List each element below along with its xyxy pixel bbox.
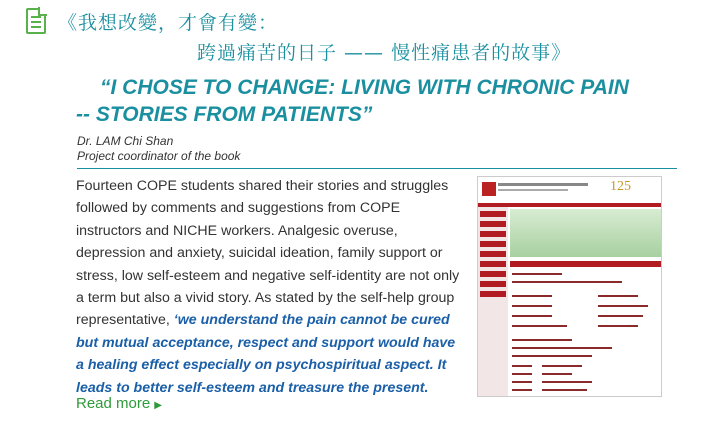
title-english-line1: “I CHOSE TO CHANGE: LIVING WITH CHRONIC PAIN [100, 76, 629, 99]
title-chinese-line2: 跨過痛苦的日子 —— 慢性痛患者的故事》 [197, 42, 572, 64]
read-more-link[interactable] [76, 395, 162, 412]
thumb-header [478, 177, 661, 205]
thumb-sidebar [478, 207, 508, 397]
body-text: Fourteen COPE students shared their stories and struggles followed by comments and suggestions from COPE instructors and NICHE workers. Analgesic overuse, depression and anxiety, suicidal ideation, family support or stress, low self-esteem and negative self-identity are not only a term but also a vivid story. As stated by the self-help group representative, [76, 178, 460, 329]
author-role: Project coordinator of the book [77, 149, 241, 163]
website-screenshot-thumbnail [477, 176, 662, 397]
divider [77, 168, 677, 169]
thumb-anniversary-number: 125 [610, 179, 631, 194]
title-english-line2: -- STORIES FROM PATIENTS” [76, 103, 373, 126]
read-more-label: Read more [76, 395, 151, 412]
thumb-logo [482, 182, 496, 196]
article-body [76, 175, 462, 399]
thumb-banner-image [510, 209, 662, 257]
title-chinese-line1: 《我想改變，才會有變： [58, 12, 279, 34]
body-quote: ‘we understand the pain cannot be cured but mutual acceptance, respect and support would have a healing effect especially on psychospiritual aspect. It leads to better self-esteem and treasure the present. [76, 312, 456, 396]
author-name: Dr. LAM Chi Shan [77, 134, 174, 148]
document-icon [26, 8, 46, 34]
triangle-right-icon: ▶ [154, 400, 162, 411]
author-block [77, 134, 240, 164]
